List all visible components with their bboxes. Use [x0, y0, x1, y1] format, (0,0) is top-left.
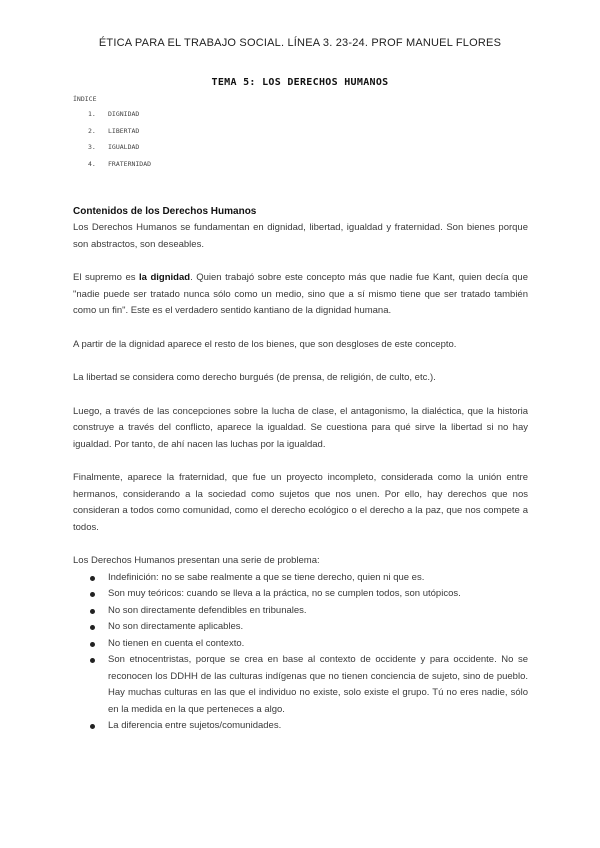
- list-item: Indefinición: no se sabe realmente a que se tiene derecho, quien ni que es.: [73, 570, 528, 587]
- section-title: Contenidos de los Derechos Humanos: [73, 206, 257, 217]
- list-item: Son muy teóricos: cuando se lleva a la práctica, no se cumplen todos, son utópicos.: [73, 586, 528, 603]
- index-item-label: LIBERTAD: [108, 126, 140, 135]
- paragraph-derived-goods: A partir de la dignidad aparece el resto de los bienes, que son desgloses de este concepto.: [73, 338, 457, 350]
- paragraph-problems-intro: Los Derechos Humanos presentan una serie de problema:: [73, 555, 320, 566]
- problems-list: [73, 570, 528, 735]
- paragraph-dignity: [73, 270, 528, 320]
- paragraph-dignity-post: . Quien trabajó sobre este concepto más que nadie fue Kant, quien decía que "nadie puede ser tratado nunca sólo como un medio, sino que a sí mismo tiene que ser tratado también como un fin". Este es el verdadero sentido kantiano de la dignidad humana.: [73, 272, 528, 316]
- index-label: ÍNDICE: [73, 95, 97, 103]
- index-item-label: FRATERNIDAD: [108, 159, 152, 168]
- index-item-number: 1.: [88, 110, 96, 118]
- index-item-label: DIGNIDAD: [108, 110, 140, 118]
- index-item: [88, 110, 151, 127]
- index-item: [88, 160, 151, 177]
- index-item: [88, 127, 151, 144]
- index-list: [88, 110, 151, 176]
- list-item: La diferencia entre sujetos/comunidades.: [73, 718, 528, 735]
- paragraph-dignity-pre: El supremo es: [73, 272, 140, 283]
- list-item: No son directamente defendibles en tribunales.: [73, 603, 528, 620]
- dignity-bold-term: la dignidad: [139, 272, 191, 283]
- content-section: [73, 206, 528, 735]
- paragraph-equality: Luego, a través de las concepciones sobre la lucha de clase, el antagonismo, la dialéctica, que la historia construye a través del conflicto, aparece la igualdad. Se cuestiona para qué sirve la libertad si no hay igualdad. Por tanto, de ahí nacen las luchas por la igualdad.: [73, 405, 528, 450]
- page-header: ÉTICA PARA EL TRABAJO SOCIAL. LÍNEA 3. 23-24. PROF MANUEL FLORES: [98, 37, 502, 49]
- list-item: No tienen en cuenta el contexto.: [73, 636, 528, 653]
- index-item-number: 3.: [88, 143, 96, 151]
- index-item-number: 2.: [88, 126, 96, 135]
- paragraph-liberty: La libertad se considera como derecho burgués (de prensa, de religión, de culto, etc.).: [73, 372, 436, 383]
- list-item: No son directamente aplicables.: [73, 619, 528, 636]
- list-item: Son etnocentristas, porque se crea en base al contexto de occidente y para occidente. No se reconocen los DDHH de las culturas indígenas que no tienen conciencia de sujeto, sino de pueblo. Hay muchas culturas en las que el individuo no existe, solo existe el grupo. Tú no eres nadie, sólo en la medida en la que perteneces a algo.: [73, 652, 528, 718]
- index-item-label: IGUALDAD: [108, 143, 140, 151]
- index-item-number: 4.: [88, 159, 96, 168]
- paragraph-intro: Los Derechos Humanos se fundamentan en dignidad, libertad, igualdad y fraternidad. Son bienes porque son abstractos, son deseables.: [73, 222, 528, 250]
- page-title: TEMA 5: LOS DERECHOS HUMANOS: [211, 77, 389, 88]
- paragraph-fraternity: Finalmente, aparece la fraternidad, que fue un proyecto incompleto, considerada como la unión entre hermanos, considerando a la sociedad como sujetos que nos unen. Por ello, hay derechos que nos consideran a todos como comunidad, como el derecho ecológico o el derecho a la paz, que nos compete a todos.: [73, 472, 528, 533]
- index-item: [88, 143, 151, 160]
